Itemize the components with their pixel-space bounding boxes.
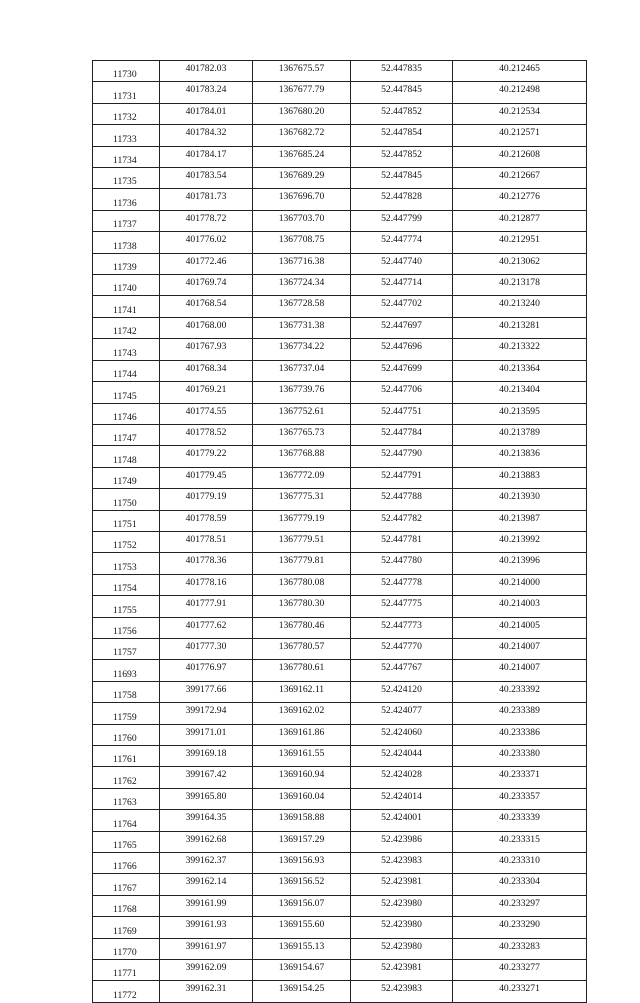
latitude-cell: 52.424044 bbox=[351, 746, 453, 767]
table-row bbox=[93, 168, 587, 189]
y-coordinate-cell: 1367703.70 bbox=[253, 210, 351, 231]
point-number-cell: 11759 bbox=[93, 703, 160, 724]
longitude-cell: 40.233283 bbox=[453, 938, 587, 959]
latitude-cell: 52.424120 bbox=[351, 681, 453, 702]
point-number-cell: 11763 bbox=[93, 788, 160, 809]
point-number-cell: 11737 bbox=[93, 210, 160, 231]
longitude-cell: 40.233380 bbox=[453, 746, 587, 767]
y-coordinate-cell: 1367772.09 bbox=[253, 467, 351, 488]
latitude-cell: 52.447696 bbox=[351, 339, 453, 360]
y-coordinate-cell: 1369162.02 bbox=[253, 703, 351, 724]
point-number-cell: 11770 bbox=[93, 938, 160, 959]
latitude-cell: 52.423980 bbox=[351, 938, 453, 959]
latitude-cell: 52.447770 bbox=[351, 638, 453, 659]
table-row bbox=[93, 617, 587, 638]
point-number-cell: 11734 bbox=[93, 146, 160, 167]
longitude-cell: 40.212465 bbox=[453, 61, 587, 82]
longitude-cell: 40.213062 bbox=[453, 253, 587, 274]
y-coordinate-cell: 1369161.55 bbox=[253, 746, 351, 767]
table-row bbox=[93, 874, 587, 895]
y-coordinate-cell: 1367780.61 bbox=[253, 660, 351, 681]
point-number-cell: 11757 bbox=[93, 638, 160, 659]
table-row bbox=[93, 767, 587, 788]
x-coordinate-cell: 399169.18 bbox=[160, 746, 253, 767]
x-coordinate-cell: 399167.42 bbox=[160, 767, 253, 788]
x-coordinate-cell: 399162.14 bbox=[160, 874, 253, 895]
latitude-cell: 52.447780 bbox=[351, 553, 453, 574]
table-row bbox=[93, 125, 587, 146]
point-number-cell: 11761 bbox=[93, 746, 160, 767]
latitude-cell: 52.447845 bbox=[351, 168, 453, 189]
point-number-cell: 11752 bbox=[93, 531, 160, 552]
point-number-cell: 11745 bbox=[93, 382, 160, 403]
longitude-cell: 40.233339 bbox=[453, 810, 587, 831]
longitude-cell: 40.233304 bbox=[453, 874, 587, 895]
latitude-cell: 52.447751 bbox=[351, 403, 453, 424]
x-coordinate-cell: 399161.93 bbox=[160, 917, 253, 938]
longitude-cell: 40.213996 bbox=[453, 553, 587, 574]
y-coordinate-cell: 1369155.60 bbox=[253, 917, 351, 938]
coordinates-table-body bbox=[93, 61, 587, 1003]
longitude-cell: 40.213281 bbox=[453, 317, 587, 338]
longitude-cell: 40.213992 bbox=[453, 531, 587, 552]
longitude-cell: 40.213789 bbox=[453, 424, 587, 445]
point-number-cell: 11754 bbox=[93, 574, 160, 595]
table-row bbox=[93, 103, 587, 124]
table-row bbox=[93, 253, 587, 274]
latitude-cell: 52.423983 bbox=[351, 981, 453, 1002]
latitude-cell: 52.423986 bbox=[351, 831, 453, 852]
longitude-cell: 40.213987 bbox=[453, 510, 587, 531]
latitude-cell: 52.447767 bbox=[351, 660, 453, 681]
table-row bbox=[93, 61, 587, 82]
y-coordinate-cell: 1369158.88 bbox=[253, 810, 351, 831]
x-coordinate-cell: 401772.46 bbox=[160, 253, 253, 274]
point-number-cell: 11732 bbox=[93, 103, 160, 124]
y-coordinate-cell: 1367728.58 bbox=[253, 296, 351, 317]
table-row bbox=[93, 553, 587, 574]
longitude-cell: 40.233392 bbox=[453, 681, 587, 702]
longitude-cell: 40.213883 bbox=[453, 467, 587, 488]
latitude-cell: 52.447714 bbox=[351, 275, 453, 296]
point-number-cell: 11738 bbox=[93, 232, 160, 253]
table-row bbox=[93, 82, 587, 103]
latitude-cell: 52.447828 bbox=[351, 189, 453, 210]
x-coordinate-cell: 401783.54 bbox=[160, 168, 253, 189]
y-coordinate-cell: 1367685.24 bbox=[253, 146, 351, 167]
y-coordinate-cell: 1369156.07 bbox=[253, 895, 351, 916]
table-row bbox=[93, 638, 587, 659]
point-number-cell: 11765 bbox=[93, 831, 160, 852]
table-row bbox=[93, 339, 587, 360]
y-coordinate-cell: 1369154.25 bbox=[253, 981, 351, 1002]
y-coordinate-cell: 1367680.20 bbox=[253, 103, 351, 124]
table-row bbox=[93, 810, 587, 831]
y-coordinate-cell: 1367724.34 bbox=[253, 275, 351, 296]
longitude-cell: 40.214007 bbox=[453, 660, 587, 681]
y-coordinate-cell: 1369154.67 bbox=[253, 960, 351, 981]
x-coordinate-cell: 399162.31 bbox=[160, 981, 253, 1002]
longitude-cell: 40.213240 bbox=[453, 296, 587, 317]
table-row bbox=[93, 895, 587, 916]
y-coordinate-cell: 1367682.72 bbox=[253, 125, 351, 146]
x-coordinate-cell: 399165.80 bbox=[160, 788, 253, 809]
latitude-cell: 52.447854 bbox=[351, 125, 453, 146]
point-number-cell: 11744 bbox=[93, 360, 160, 381]
table-row bbox=[93, 960, 587, 981]
y-coordinate-cell: 1367752.61 bbox=[253, 403, 351, 424]
x-coordinate-cell: 399177.66 bbox=[160, 681, 253, 702]
x-coordinate-cell: 401781.73 bbox=[160, 189, 253, 210]
x-coordinate-cell: 399164.35 bbox=[160, 810, 253, 831]
point-number-cell: 11769 bbox=[93, 917, 160, 938]
y-coordinate-cell: 1367779.51 bbox=[253, 531, 351, 552]
latitude-cell: 52.447706 bbox=[351, 382, 453, 403]
y-coordinate-cell: 1367689.29 bbox=[253, 168, 351, 189]
y-coordinate-cell: 1367768.88 bbox=[253, 446, 351, 467]
latitude-cell: 52.423980 bbox=[351, 895, 453, 916]
latitude-cell: 52.424077 bbox=[351, 703, 453, 724]
x-coordinate-cell: 401778.52 bbox=[160, 424, 253, 445]
table-row bbox=[93, 703, 587, 724]
point-number-cell: 11731 bbox=[93, 82, 160, 103]
y-coordinate-cell: 1367731.38 bbox=[253, 317, 351, 338]
y-coordinate-cell: 1367737.04 bbox=[253, 360, 351, 381]
longitude-cell: 40.213364 bbox=[453, 360, 587, 381]
x-coordinate-cell: 399161.97 bbox=[160, 938, 253, 959]
point-number-cell: 11766 bbox=[93, 853, 160, 874]
y-coordinate-cell: 1369162.11 bbox=[253, 681, 351, 702]
x-coordinate-cell: 401769.21 bbox=[160, 382, 253, 403]
latitude-cell: 52.447852 bbox=[351, 146, 453, 167]
table-row bbox=[93, 489, 587, 510]
y-coordinate-cell: 1369160.94 bbox=[253, 767, 351, 788]
y-coordinate-cell: 1367708.75 bbox=[253, 232, 351, 253]
table-row bbox=[93, 938, 587, 959]
point-number-cell: 11730 bbox=[93, 61, 160, 82]
x-coordinate-cell: 401784.32 bbox=[160, 125, 253, 146]
point-number-cell: 11767 bbox=[93, 874, 160, 895]
longitude-cell: 40.233371 bbox=[453, 767, 587, 788]
longitude-cell: 40.212608 bbox=[453, 146, 587, 167]
table-row bbox=[93, 831, 587, 852]
table-row bbox=[93, 360, 587, 381]
longitude-cell: 40.212877 bbox=[453, 210, 587, 231]
y-coordinate-cell: 1369161.86 bbox=[253, 724, 351, 745]
longitude-cell: 40.213595 bbox=[453, 403, 587, 424]
table-row bbox=[93, 467, 587, 488]
point-number-cell: 11748 bbox=[93, 446, 160, 467]
x-coordinate-cell: 401782.03 bbox=[160, 61, 253, 82]
y-coordinate-cell: 1367675.57 bbox=[253, 61, 351, 82]
point-number-cell: 11735 bbox=[93, 168, 160, 189]
latitude-cell: 52.447781 bbox=[351, 531, 453, 552]
x-coordinate-cell: 401769.74 bbox=[160, 275, 253, 296]
point-number-cell: 11751 bbox=[93, 510, 160, 531]
y-coordinate-cell: 1367734.22 bbox=[253, 339, 351, 360]
table-row bbox=[93, 981, 587, 1002]
longitude-cell: 40.233386 bbox=[453, 724, 587, 745]
table-row bbox=[93, 210, 587, 231]
point-number-cell: 11747 bbox=[93, 424, 160, 445]
point-number-cell: 11693 bbox=[93, 660, 160, 681]
y-coordinate-cell: 1367677.79 bbox=[253, 82, 351, 103]
longitude-cell: 40.213178 bbox=[453, 275, 587, 296]
y-coordinate-cell: 1367696.70 bbox=[253, 189, 351, 210]
latitude-cell: 52.447835 bbox=[351, 61, 453, 82]
longitude-cell: 40.212667 bbox=[453, 168, 587, 189]
table-row bbox=[93, 724, 587, 745]
x-coordinate-cell: 399162.68 bbox=[160, 831, 253, 852]
y-coordinate-cell: 1367716.38 bbox=[253, 253, 351, 274]
table-row bbox=[93, 681, 587, 702]
longitude-cell: 40.233389 bbox=[453, 703, 587, 724]
x-coordinate-cell: 401776.02 bbox=[160, 232, 253, 253]
table-row bbox=[93, 382, 587, 403]
latitude-cell: 52.447699 bbox=[351, 360, 453, 381]
point-number-cell: 11755 bbox=[93, 596, 160, 617]
table-row bbox=[93, 510, 587, 531]
latitude-cell: 52.447845 bbox=[351, 82, 453, 103]
y-coordinate-cell: 1367780.08 bbox=[253, 574, 351, 595]
point-number-cell: 11760 bbox=[93, 724, 160, 745]
point-number-cell: 11758 bbox=[93, 681, 160, 702]
x-coordinate-cell: 399161.99 bbox=[160, 895, 253, 916]
latitude-cell: 52.424060 bbox=[351, 724, 453, 745]
y-coordinate-cell: 1367780.57 bbox=[253, 638, 351, 659]
latitude-cell: 52.447788 bbox=[351, 489, 453, 510]
latitude-cell: 52.424014 bbox=[351, 788, 453, 809]
longitude-cell: 40.212776 bbox=[453, 189, 587, 210]
x-coordinate-cell: 401779.19 bbox=[160, 489, 253, 510]
table-row bbox=[93, 317, 587, 338]
table-row bbox=[93, 746, 587, 767]
x-coordinate-cell: 399162.09 bbox=[160, 960, 253, 981]
latitude-cell: 52.423981 bbox=[351, 874, 453, 895]
x-coordinate-cell: 401768.54 bbox=[160, 296, 253, 317]
x-coordinate-cell: 401767.93 bbox=[160, 339, 253, 360]
latitude-cell: 52.447775 bbox=[351, 596, 453, 617]
latitude-cell: 52.447784 bbox=[351, 424, 453, 445]
x-coordinate-cell: 401778.59 bbox=[160, 510, 253, 531]
latitude-cell: 52.423981 bbox=[351, 960, 453, 981]
x-coordinate-cell: 399172.94 bbox=[160, 703, 253, 724]
latitude-cell: 52.447740 bbox=[351, 253, 453, 274]
table-row bbox=[93, 189, 587, 210]
table-row bbox=[93, 660, 587, 681]
x-coordinate-cell: 401778.51 bbox=[160, 531, 253, 552]
latitude-cell: 52.447773 bbox=[351, 617, 453, 638]
x-coordinate-cell: 401779.22 bbox=[160, 446, 253, 467]
table-row bbox=[93, 296, 587, 317]
y-coordinate-cell: 1367779.81 bbox=[253, 553, 351, 574]
point-number-cell: 11746 bbox=[93, 403, 160, 424]
point-number-cell: 11772 bbox=[93, 981, 160, 1002]
x-coordinate-cell: 401784.01 bbox=[160, 103, 253, 124]
longitude-cell: 40.213930 bbox=[453, 489, 587, 510]
longitude-cell: 40.214007 bbox=[453, 638, 587, 659]
longitude-cell: 40.233310 bbox=[453, 853, 587, 874]
x-coordinate-cell: 401777.62 bbox=[160, 617, 253, 638]
latitude-cell: 52.447774 bbox=[351, 232, 453, 253]
table-row bbox=[93, 596, 587, 617]
x-coordinate-cell: 401783.24 bbox=[160, 82, 253, 103]
longitude-cell: 40.212534 bbox=[453, 103, 587, 124]
point-number-cell: 11739 bbox=[93, 253, 160, 274]
y-coordinate-cell: 1367779.19 bbox=[253, 510, 351, 531]
point-number-cell: 11733 bbox=[93, 125, 160, 146]
longitude-cell: 40.214005 bbox=[453, 617, 587, 638]
x-coordinate-cell: 401777.91 bbox=[160, 596, 253, 617]
latitude-cell: 52.447697 bbox=[351, 317, 453, 338]
point-number-cell: 11756 bbox=[93, 617, 160, 638]
x-coordinate-cell: 399162.37 bbox=[160, 853, 253, 874]
x-coordinate-cell: 401779.45 bbox=[160, 467, 253, 488]
latitude-cell: 52.447782 bbox=[351, 510, 453, 531]
x-coordinate-cell: 401768.00 bbox=[160, 317, 253, 338]
table-row bbox=[93, 917, 587, 938]
latitude-cell: 52.424028 bbox=[351, 767, 453, 788]
point-number-cell: 11762 bbox=[93, 767, 160, 788]
longitude-cell: 40.233357 bbox=[453, 788, 587, 809]
point-number-cell: 11753 bbox=[93, 553, 160, 574]
latitude-cell: 52.447799 bbox=[351, 210, 453, 231]
y-coordinate-cell: 1369157.29 bbox=[253, 831, 351, 852]
table-row bbox=[93, 531, 587, 552]
point-number-cell: 11768 bbox=[93, 895, 160, 916]
longitude-cell: 40.213322 bbox=[453, 339, 587, 360]
latitude-cell: 52.447790 bbox=[351, 446, 453, 467]
latitude-cell: 52.424001 bbox=[351, 810, 453, 831]
table-row bbox=[93, 403, 587, 424]
latitude-cell: 52.423983 bbox=[351, 853, 453, 874]
y-coordinate-cell: 1369155.13 bbox=[253, 938, 351, 959]
table-row bbox=[93, 146, 587, 167]
point-number-cell: 11736 bbox=[93, 189, 160, 210]
point-number-cell: 11771 bbox=[93, 960, 160, 981]
point-number-cell: 11764 bbox=[93, 810, 160, 831]
x-coordinate-cell: 401777.30 bbox=[160, 638, 253, 659]
y-coordinate-cell: 1369156.52 bbox=[253, 874, 351, 895]
longitude-cell: 40.233271 bbox=[453, 981, 587, 1002]
longitude-cell: 40.233290 bbox=[453, 917, 587, 938]
y-coordinate-cell: 1367775.31 bbox=[253, 489, 351, 510]
longitude-cell: 40.212951 bbox=[453, 232, 587, 253]
x-coordinate-cell: 401774.55 bbox=[160, 403, 253, 424]
y-coordinate-cell: 1367739.76 bbox=[253, 382, 351, 403]
y-coordinate-cell: 1367765.73 bbox=[253, 424, 351, 445]
longitude-cell: 40.233277 bbox=[453, 960, 587, 981]
point-number-cell: 11743 bbox=[93, 339, 160, 360]
x-coordinate-cell: 401768.34 bbox=[160, 360, 253, 381]
latitude-cell: 52.447852 bbox=[351, 103, 453, 124]
longitude-cell: 40.214000 bbox=[453, 574, 587, 595]
x-coordinate-cell: 401778.16 bbox=[160, 574, 253, 595]
table-row bbox=[93, 788, 587, 809]
longitude-cell: 40.233297 bbox=[453, 895, 587, 916]
table-row bbox=[93, 424, 587, 445]
x-coordinate-cell: 401784.17 bbox=[160, 146, 253, 167]
point-number-cell: 11741 bbox=[93, 296, 160, 317]
table-row bbox=[93, 574, 587, 595]
longitude-cell: 40.212571 bbox=[453, 125, 587, 146]
longitude-cell: 40.214003 bbox=[453, 596, 587, 617]
table-row bbox=[93, 853, 587, 874]
coordinates-table bbox=[92, 60, 587, 1003]
longitude-cell: 40.212498 bbox=[453, 82, 587, 103]
latitude-cell: 52.447702 bbox=[351, 296, 453, 317]
x-coordinate-cell: 399171.01 bbox=[160, 724, 253, 745]
longitude-cell: 40.213836 bbox=[453, 446, 587, 467]
y-coordinate-cell: 1369156.93 bbox=[253, 853, 351, 874]
latitude-cell: 52.423980 bbox=[351, 917, 453, 938]
x-coordinate-cell: 401778.36 bbox=[160, 553, 253, 574]
x-coordinate-cell: 401778.72 bbox=[160, 210, 253, 231]
x-coordinate-cell: 401776.97 bbox=[160, 660, 253, 681]
latitude-cell: 52.447778 bbox=[351, 574, 453, 595]
table-row bbox=[93, 232, 587, 253]
point-number-cell: 11740 bbox=[93, 275, 160, 296]
point-number-cell: 11749 bbox=[93, 467, 160, 488]
y-coordinate-cell: 1367780.46 bbox=[253, 617, 351, 638]
table-row bbox=[93, 446, 587, 467]
y-coordinate-cell: 1367780.30 bbox=[253, 596, 351, 617]
latitude-cell: 52.447791 bbox=[351, 467, 453, 488]
table-row bbox=[93, 275, 587, 296]
point-number-cell: 11750 bbox=[93, 489, 160, 510]
y-coordinate-cell: 1369160.04 bbox=[253, 788, 351, 809]
longitude-cell: 40.233315 bbox=[453, 831, 587, 852]
point-number-cell: 11742 bbox=[93, 317, 160, 338]
longitude-cell: 40.213404 bbox=[453, 382, 587, 403]
